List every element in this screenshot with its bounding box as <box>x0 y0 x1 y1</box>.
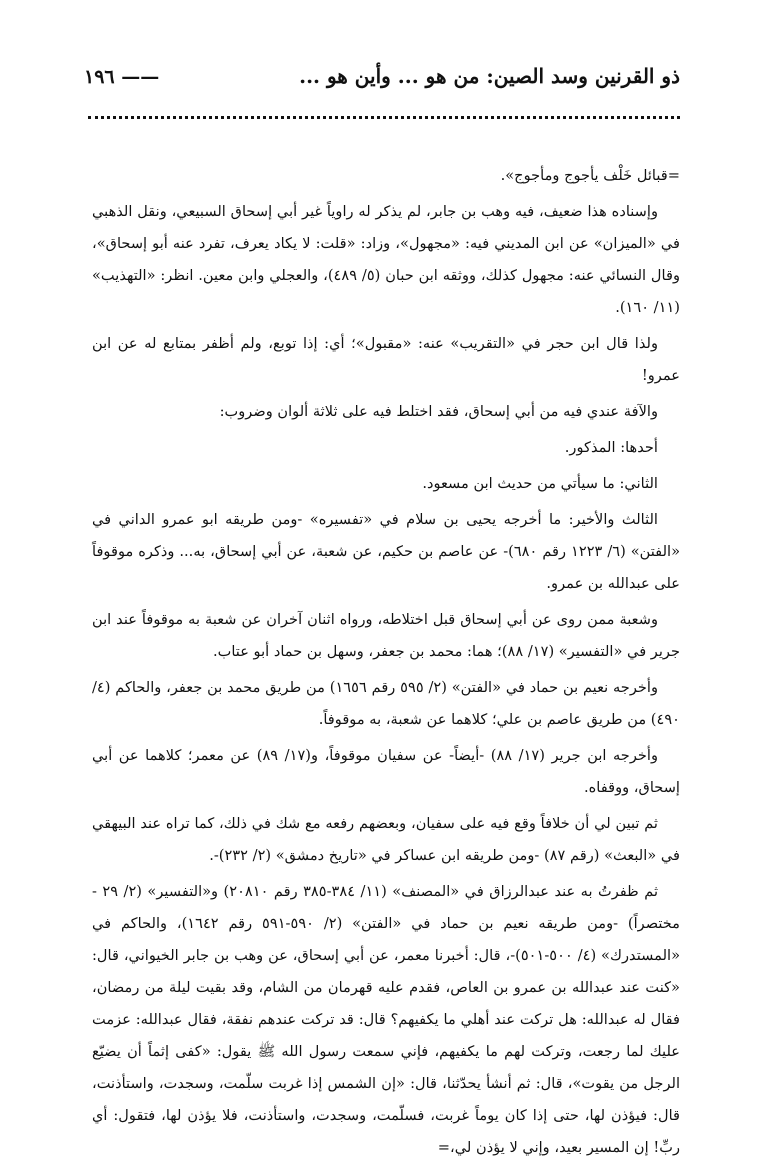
paragraph: الثالث والأخير: ما أخرجه يحيى بن سلام في «تفسيره» -ومن طريقه ابو عمرو الداني في «الفتن» (٦/ ١٢٢٣ رقم ٦٨٠)- عن عاصم بن حكيم، عن شعبة، عن أبي إسحاق، به... وذكره موقوفاً على عبدالله بن عمرو. <box>92 511 680 592</box>
running-header <box>84 62 680 96</box>
paragraph: وإسناده هذا ضعيف، فيه وهب بن جابر، لم يذكر له راوياً غير أبي إسحاق السبيعي، ونقل الذهبي في «الميزان» عن ابن المديني فيه: «مجهول»، وزاد: «قلت: لا يكاد يعرف، تفرد عنه أبو إسحاق»، وقال النسائي عنه: مجهول كذلك، ووثقه ابن حبان (٥/ ٤٨٩)، والعجلي وابن معين. انظر: «التهذيب» (١١/ ١٦٠). <box>92 203 680 316</box>
running-title: ذو القرنين وسد الصين: من هو ... وأين هو ... <box>299 64 680 88</box>
paragraph: والآفة عندي فيه من أبي إسحاق، فقد اختلط فيه على ثلاثة ألوان وضروب: <box>219 403 658 420</box>
paragraph: وشعبة ممن روى عن أبي إسحاق قبل اختلاطه، ورواه اثنان آخران عن شعبة به موقوفاً عند ابن جرير في «التفسير» (١٧/ ٨٨)؛ هما: محمد بن جعفر، وسهل بن حماد أبو عتاب. <box>92 611 680 660</box>
paragraph: أحدها: المذكور. <box>564 439 658 456</box>
paragraph: ثم تبين لي أن خلافاً وقع فيه على سفيان، وبعضهم رفعه مع شك في ذلك، كما تراه عند البيهقي في «البعث» (رقم ٨٧) -ومن طريقه ابن عساكر في «تاريخ دمشق» (٢/ ٢٣٢)-. <box>92 815 680 864</box>
paragraph: ثم ظفرتُ به عند عبدالرزاق في «المصنف» (١١/ ٣٨٤-٣٨٥ رقم ٢٠٨١٠) و«التفسير» (٢/ ٢٩ - مختصراً) -ومن طريقه نعيم بن حماد في «الفتن» (٢/ ٥٩٠-٥٩١ رقم ١٦٤٢)، والحاكم في «المستدرك» (٤/ ٥٠٠-٥٠١)-، قال: أخبرنا معمر، عن أبي إسحاق، عن وهب بن جابر الخيواني، قال: «كنت عند عبدالله بن عمرو بن العاص، فقدم عليه قهرمان من الشام، وقد بقيت ليلة من رمضان، فقال له عبدالله: هل تركت عند أهلي ما يكفيهم؟ قال: قد تركت عندهم نفقة، فقال عبدالله: عزمت عليك لما رجعت، وتركت لهم ما يكفيهم، فإني سمعت رسول الله ﷺ يقول: «كفى إثماً أن يضيّع الرجل من يقوت»، قال: ثم أنشأ يحدّثنا، قال: «إن الشمس إذا غربت سلّمت، وسجدت، واستأذنت، قال: فيؤذن لها، حتى إذا كان يوماً غربت، فسلّمت، وسجدت، واستأذنت، فلا يؤذن لها، فتقول: أي ربِّ! إن المسير بعيد، وإني لا يؤذن لي،= <box>92 883 681 1156</box>
paragraph: =قبائل خَلْف يأجوج ومأجوج». <box>500 167 680 184</box>
paragraph: وأخرجه نعيم بن حماد في «الفتن» (٢/ ٥٩٥ رقم ١٦٥٦) من طريق محمد بن جعفر، والحاكم (٤/ ٤٩٠) من طريق عاصم بن علي؛ كلاهما عن شعبة، به موقوفاً. <box>92 679 680 728</box>
dotted-rule <box>88 116 680 119</box>
page-number: ١٩٦ —— <box>84 66 160 88</box>
paragraph: وأخرجه ابن جرير (١٧/ ٨٨) -أيضاً- عن سفيان موقوفاً، و(١٧/ ٨٩) عن معمر؛ كلاهما عن أبي إسحاق، ووقفاه. <box>92 747 680 796</box>
footnote-text <box>92 160 680 1168</box>
paragraph: الثاني: ما سيأتي من حديث ابن مسعود. <box>422 475 658 492</box>
paragraph: ولذا قال ابن حجر في «التقريب» عنه: «مقبول»؛ أي: إذا توبع، ولم أظفر بمتابع له عن ابن عمرو! <box>92 335 680 384</box>
